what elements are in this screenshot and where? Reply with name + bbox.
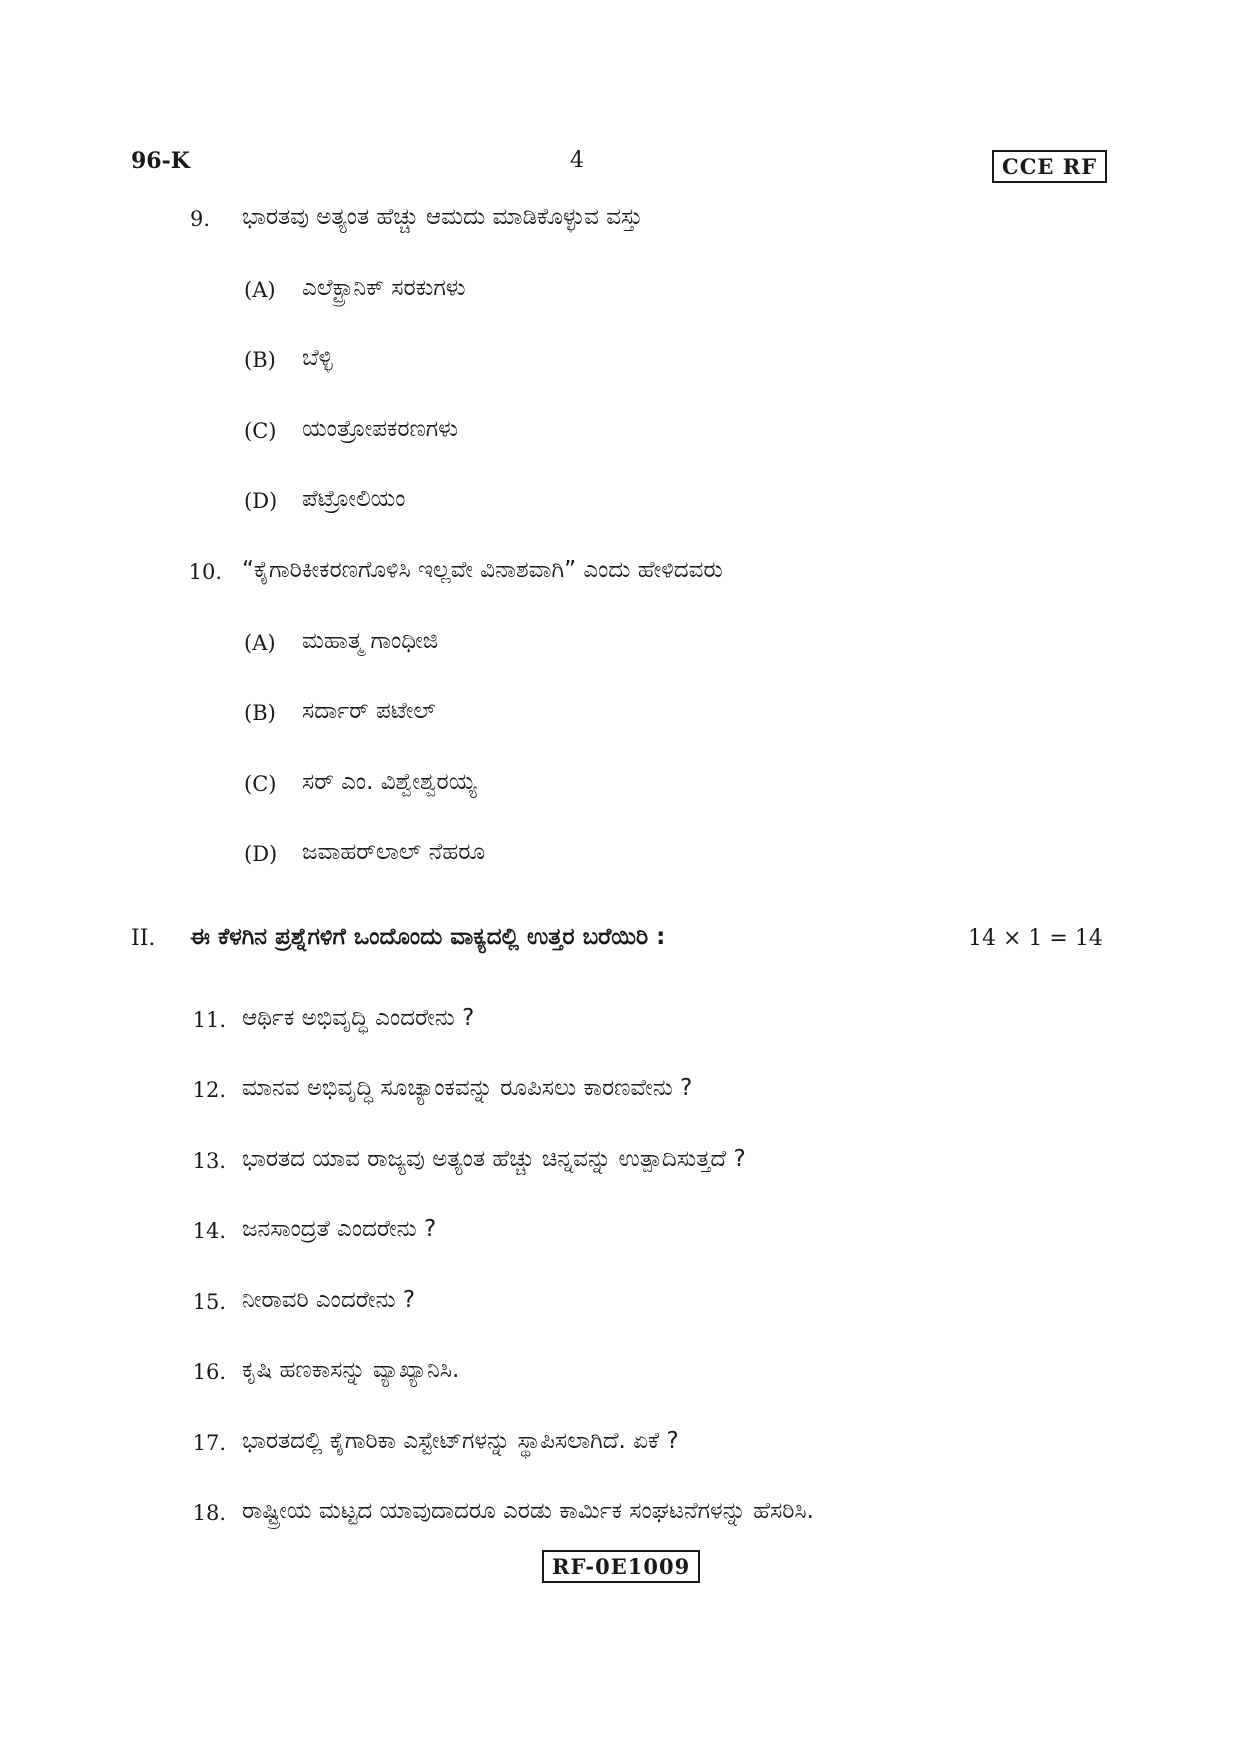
option-label: (D) [244,842,278,866]
question-text: ಭಾರತದ ಯಾವ ರಾಜ್ಯವು ಅತ್ಯಂತ ಹೆಚ್ಚು ಚಿನ್ನವನ್ನು ಉತ್ಪಾದಿಸುತ್ತದೆ ? [242,1146,746,1172]
question-text: ಭಾರತವು ಅತ್ಯಂತ ಹೆಚ್ಚು ಆಮದು ಮಾಡಿಕೊಳ್ಳುವ ವಸ್ತು [242,204,643,230]
section-instruction: ಈ ಕೆಳಗಿನ ಪ್ರಶ್ನೆಗಳಿಗೆ ಒಂದೊಂದು ವಾಕ್ಯದಲ್ಲಿ ಉತ್ತರ ಬರೆಯಿರಿ : [190,924,666,950]
question-number: 11. [192,1008,226,1032]
option-text: ಮಹಾತ್ಮ ಗಾಂಧೀಜಿ [302,628,439,654]
question-number: 10. [188,560,222,584]
option-label: (A) [244,631,276,655]
option-text: ಸರ್ ಎಂ. ವಿಶ್ವೇಶ್ವರಯ್ಯ [302,769,477,795]
page-number: 4 [570,148,584,173]
series-badge: CCE RF [992,150,1107,183]
option-label: (C) [244,772,277,796]
question-text: ಆರ್ಥಿಕ ಅಭಿವೃದ್ಧಿ ಎಂದರೇನು ? [242,1005,475,1031]
question-number: 14. [192,1219,226,1243]
question-number: 9. [189,207,210,231]
option-label: (B) [244,348,276,372]
paper-code: 96-K [131,148,190,174]
question-text: ಭಾರತದಲ್ಲಿ ಕೈಗಾರಿಕಾ ಎಸ್ಟೇಟ್‌ಗಳನ್ನು ಸ್ಥಾಪಿಸಲಾಗಿದೆ. ಏಕೆ ? [242,1428,679,1454]
question-number: 16. [192,1360,226,1384]
question-text: ರಾಷ್ಟ್ರೀಯ ಮಟ್ಟದ ಯಾವುದಾದರೂ ಎರಡು ಕಾರ್ಮಿಕ ಸಂಘಟನೆಗಳನ್ನು ಹೆಸರಿಸಿ. [242,1498,814,1524]
question-number: 15. [192,1290,226,1314]
question-text: ಜನಸಾಂದ್ರತೆ ಎಂದರೇನು ? [242,1216,437,1242]
option-label: (B) [244,701,276,725]
option-text: ಎಲೆಕ್ಟ್ರಾನಿಕ್ ಸರಕುಗಳು [302,275,466,301]
footer-code: RF-0E1009 [542,1550,700,1583]
question-text: ಕೃಷಿ ಹಣಕಾಸನ್ನು ವ್ಯಾಖ್ಯಾನಿಸಿ. [242,1357,460,1383]
question-number: 18. [192,1501,226,1525]
question-number: 12. [192,1078,226,1102]
option-label: (D) [244,489,278,513]
option-label: (A) [244,278,276,302]
question-text: “ಕೈಗಾರಿಕೀಕರಣಗೊಳಿಸಿ ಇಲ್ಲವೇ ವಿನಾಶವಾಗಿ” ಎಂದು ಹೇಳಿದವರು [242,557,723,583]
option-text: ಬೆಳ್ಳಿ [302,345,333,371]
option-text: ಸರ್ದಾರ್ ಪಟೇಲ್ [302,698,436,724]
section-marks: 14 × 1 = 14 [968,926,1103,951]
question-number: 17. [192,1431,226,1455]
option-label: (C) [244,419,277,443]
option-text: ಪೆಟ್ರೋಲಿಯಂ [302,486,406,512]
option-text: ಜವಾಹರ್‌ಲಾಲ್ ನೆಹರೂ [302,839,486,865]
question-text: ನೀರಾವರಿ ಎಂದರೇನು ? [242,1287,416,1313]
question-number: 13. [192,1149,226,1173]
question-text: ಮಾನವ ಅಭಿವೃದ್ಧಿ ಸೂಚ್ಯಾಂಕವನ್ನು ರೂಪಿಸಲು ಕಾರಣವೇನು ? [242,1075,693,1101]
option-text: ಯಂತ್ರೋಪಕರಣಗಳು [302,416,459,442]
section-number: II. [131,926,156,951]
